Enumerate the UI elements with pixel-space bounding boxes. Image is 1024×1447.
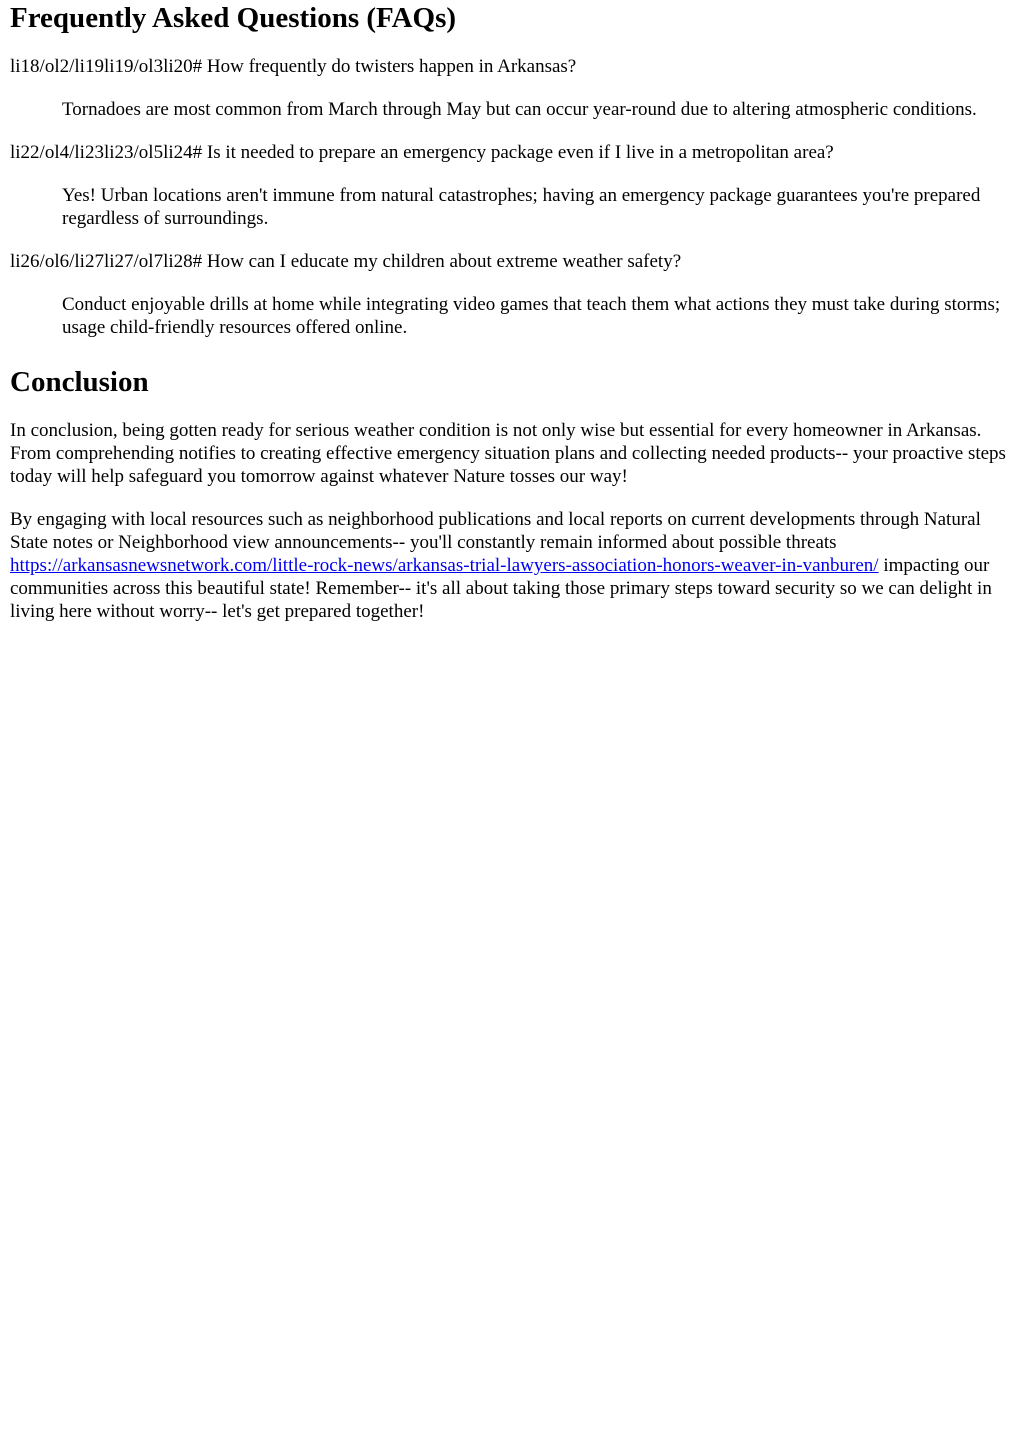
conclusion-heading: Conclusion (10, 366, 149, 398)
resources-paragraph (10, 508, 1014, 623)
faq-list (10, 55, 1014, 339)
faq-question: li26/ol6/li27li27/ol7li28# How can I educate my children about extreme weather safety? (10, 251, 682, 272)
faq-heading: Frequently Asked Questions (FAQs) (10, 2, 457, 34)
resources-text-before: By engaging with local resources such as neighborhood publications and local reports on current developments through Natural State notes or Neighborhood view announcements-- you'll constantly remain informed about possible threats (10, 509, 981, 553)
conclusion-paragraph: In conclusion, being gotten ready for serious weather condition is not only wise but essential for every homeowner in Arkansas. From comprehending notifies to creating effective emergency situation plans and collecting needed products-- your proactive steps today will help safeguard you tomorrow against whatever Nature tosses our way! (10, 420, 1006, 487)
faq-question: li22/ol4/li23li23/ol5li24# Is it needed to prepare an emergency package even if I live in a metropolitan area? (10, 142, 834, 163)
faq-item (10, 250, 1014, 339)
faq-question: li18/ol2/li19li19/ol3li20# How frequently do twisters happen in Arkansas? (10, 56, 577, 77)
faq-answer: Tornadoes are most common from March through May but can occur year-round due to altering atmospheric conditions. (62, 99, 977, 120)
article-content (0, 1, 1024, 623)
resources-text-after: impacting our communities across this beautiful state! Remember-- it's all about taking those primary steps toward security so we can delight in living here without worry-- let's get prepared together! (10, 555, 992, 622)
faq-answer: Conduct enjoyable drills at home while integrating video games that teach them what actions they must take during storms; usage child-friendly resources offered online. (62, 294, 1001, 338)
article-link[interactable]: https://arkansasnewsnetwork.com/little-rock-news/arkansas-trial-lawyers-association-honors-weaver-in-vanburen/ (10, 555, 879, 576)
faq-item (10, 55, 1014, 121)
faq-item (10, 141, 1014, 230)
faq-answer: Yes! Urban locations aren't immune from natural catastrophes; having an emergency package guarantees you're prepared regardless of surroundings. (62, 185, 981, 229)
